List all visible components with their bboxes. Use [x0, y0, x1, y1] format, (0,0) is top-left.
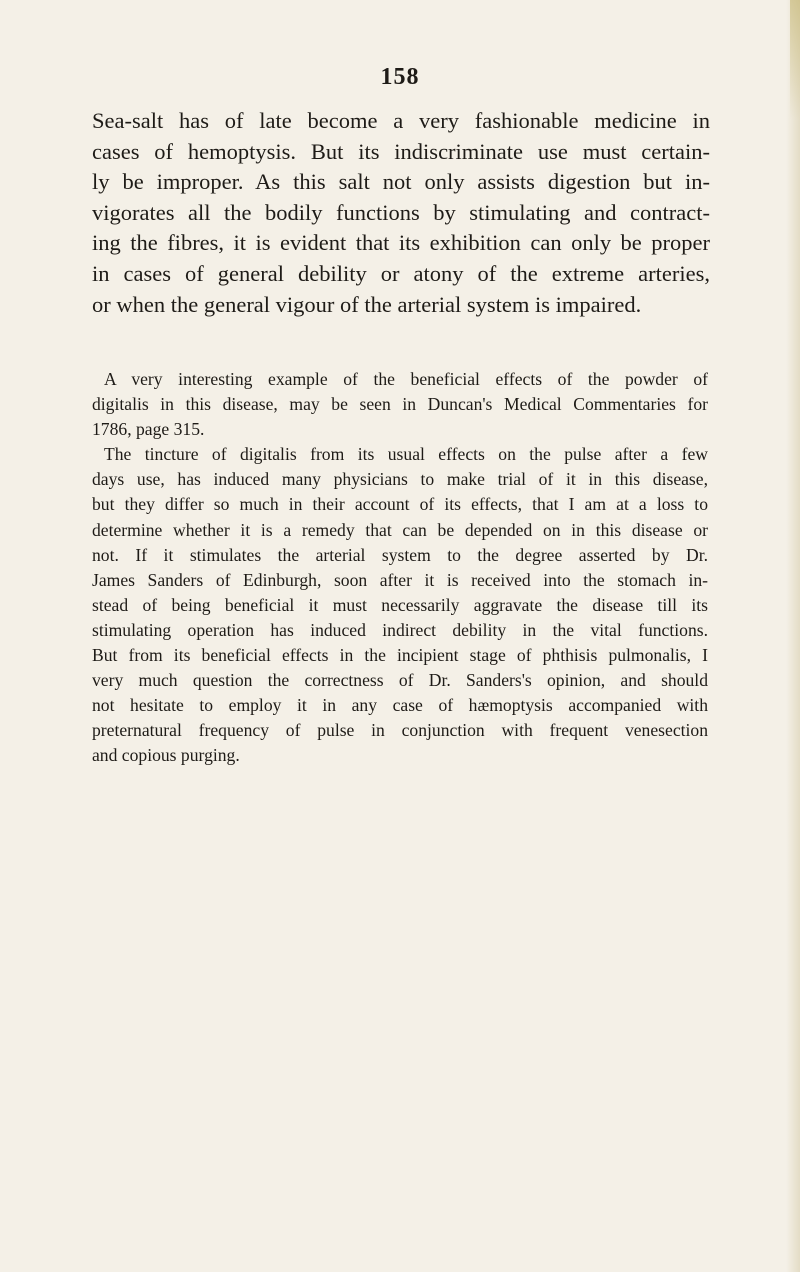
footnote-2-line: stead of being beneficial it must necessarily aggravate the disease till its — [92, 594, 708, 615]
main-line: or when the general vigour of the arterial system is impaired. — [92, 291, 642, 317]
page-number: 158 — [380, 64, 420, 90]
footnote-2-line: The tincture of digitalis from its usual effects on the pulse after a few — [104, 444, 708, 465]
footnote-2-line: not. If it stimulates the arterial system to the degree asserted by Dr. — [92, 544, 708, 565]
footnote-1-line: A very interesting example of the beneficial effects of the powder of — [104, 369, 708, 389]
page-edge-stain — [790, 0, 800, 120]
footnote-2-line: very much question the correctness of Dr. Sanders's opinion, and should — [92, 670, 708, 691]
footnote-2-line: not hesitate to employ it in any case of hæmoptysis accompanied with — [92, 695, 708, 716]
main-line: Sea-salt has of late become a very fashionable medicine in — [92, 108, 710, 133]
page-edge-shading — [786, 0, 800, 1272]
main-line: ing the fibres, it is evident that its exhibition can only be proper — [92, 230, 710, 256]
footnote-2-line: stimulating operation has induced indirect debility in the vital functions. — [92, 619, 708, 640]
main-paragraph — [92, 106, 710, 320]
footnote-2-line: and copious purging. — [92, 745, 240, 766]
main-line: in cases of general debility or atony of the extreme arteries, — [92, 260, 710, 286]
footnotes — [92, 367, 708, 769]
footnote-2-line: But from its beneficial effects in the incipient stage of phthisis pulmonalis, I — [92, 645, 708, 666]
footnote-1-line: digitalis in this disease, may be seen in Duncan's Medical Commentaries for — [92, 394, 708, 415]
footnote-1-line: 1786, page 315. — [92, 419, 205, 440]
footnote-2-line: James Sanders of Edinburgh, soon after it is received into the stomach in- — [92, 569, 708, 590]
main-line: cases of hemoptysis. But its indiscriminate use must certain- — [92, 138, 710, 164]
main-line: vigorates all the bodily functions by stimulating and contract- — [92, 199, 710, 225]
footnote-2-line: preternatural frequency of pulse in conjunction with frequent venesection — [92, 720, 708, 741]
footnote-2-line: days use, has induced many physicians to make trial of it in this disease, — [92, 469, 708, 490]
footnote-2-line: but they differ so much in their account of its effects, that I am at a loss to — [92, 494, 708, 515]
main-line: ly be improper. As this salt not only assists digestion but in- — [92, 169, 710, 195]
footnote-2-line: determine whether it is a remedy that can be depended on in this disease or — [92, 519, 708, 540]
